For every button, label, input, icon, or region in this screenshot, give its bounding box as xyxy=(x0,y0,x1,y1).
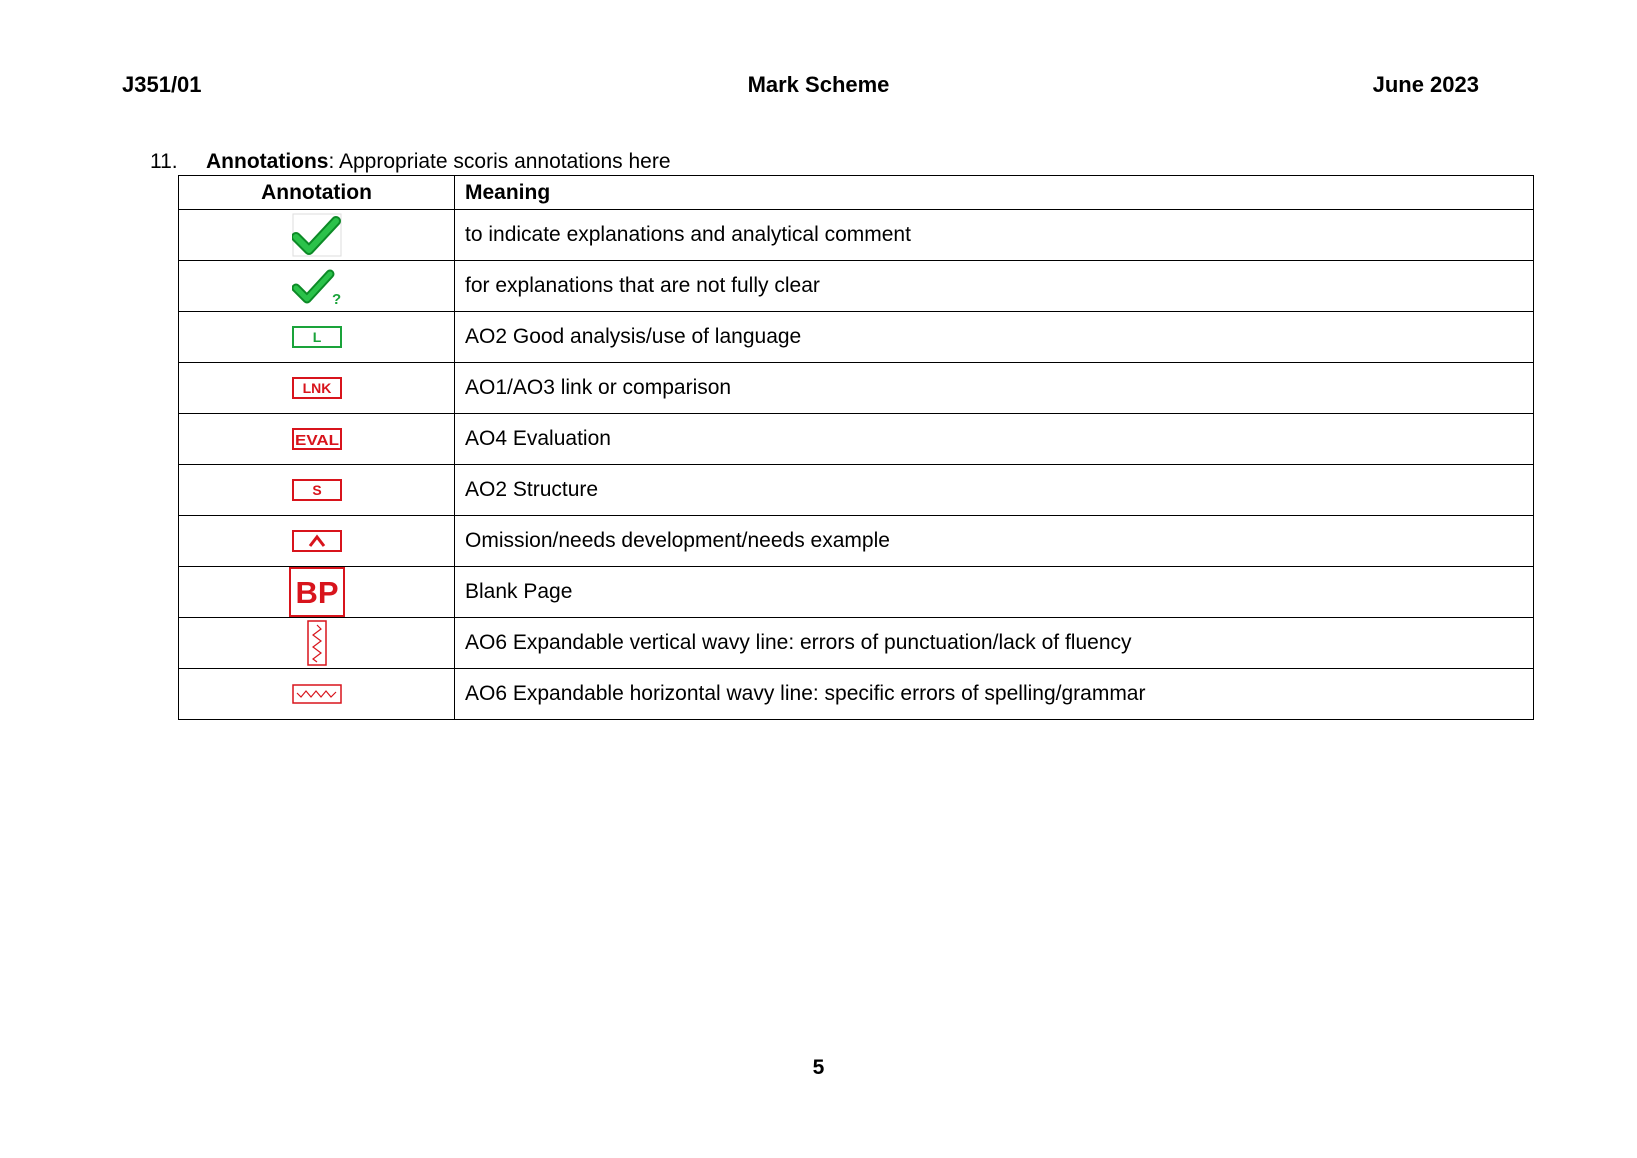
table-row xyxy=(179,618,1534,669)
document-title: Mark Scheme xyxy=(747,72,890,97)
annotation-cell xyxy=(179,261,455,312)
horizontal-wavy-line-icon xyxy=(292,684,342,704)
caret-box-icon xyxy=(292,530,342,552)
meaning-cell: to indicate explanations and analytical comment xyxy=(455,210,1534,261)
tick-question-icon xyxy=(292,266,342,306)
table-row xyxy=(179,414,1534,465)
section-text: : Appropriate scoris annotations here xyxy=(328,150,671,173)
annotation-cell xyxy=(179,516,455,567)
table-row xyxy=(179,669,1534,720)
meaning-cell: Blank Page xyxy=(455,567,1534,618)
tick-icon xyxy=(292,213,342,257)
svg-text:L: L xyxy=(312,329,321,346)
meaning-cell: AO4 Evaluation xyxy=(455,414,1534,465)
table-row xyxy=(179,465,1534,516)
meaning-cell: for explanations that are not fully clear xyxy=(455,261,1534,312)
column-header-annotation: Annotation xyxy=(179,176,455,210)
s-box-icon xyxy=(292,479,342,501)
svg-text:?: ? xyxy=(331,291,341,306)
annotation-cell xyxy=(179,312,455,363)
l-box-icon xyxy=(292,326,342,348)
annotations-table xyxy=(178,175,1534,720)
annotation-cell xyxy=(179,210,455,261)
document-code: J351/01 xyxy=(122,72,202,97)
table-row xyxy=(179,363,1534,414)
meaning-cell: AO1/AO3 link or comparison xyxy=(455,363,1534,414)
document-date: June 2023 xyxy=(1372,72,1479,97)
annotation-cell xyxy=(179,363,455,414)
meaning-cell: AO6 Expandable vertical wavy line: errors of punctuation/lack of fluency xyxy=(455,618,1534,669)
column-header-meaning: Meaning xyxy=(455,176,1534,210)
lnk-box-icon xyxy=(292,377,342,399)
table-row xyxy=(179,312,1534,363)
table-row xyxy=(179,261,1534,312)
table-row xyxy=(179,516,1534,567)
vertical-wavy-line-icon xyxy=(307,620,327,666)
table-row xyxy=(179,567,1534,618)
annotation-cell xyxy=(179,567,455,618)
svg-text:BP: BP xyxy=(294,575,339,610)
section-number: 11. xyxy=(150,150,178,173)
annotation-cell xyxy=(179,618,455,669)
page-number: 5 xyxy=(812,1056,825,1079)
annotation-cell xyxy=(179,414,455,465)
annotation-cell xyxy=(179,669,455,720)
svg-text:LNK: LNK xyxy=(302,380,331,397)
meaning-cell: Omission/needs development/needs example xyxy=(455,516,1534,567)
section-label: Annotations xyxy=(206,150,329,173)
meaning-cell: AO6 Expandable horizontal wavy line: specific errors of spelling/grammar xyxy=(455,669,1534,720)
bp-box-icon xyxy=(289,567,345,617)
section-heading xyxy=(150,149,671,175)
svg-text:S: S xyxy=(311,482,322,499)
eval-box-icon xyxy=(292,428,342,450)
table-row xyxy=(179,210,1534,261)
meaning-cell: AO2 Structure xyxy=(455,465,1534,516)
annotation-cell xyxy=(179,465,455,516)
meaning-cell: AO2 Good analysis/use of language xyxy=(455,312,1534,363)
table-header-row xyxy=(179,176,1534,210)
svg-text:EVAL: EVAL xyxy=(294,432,339,450)
